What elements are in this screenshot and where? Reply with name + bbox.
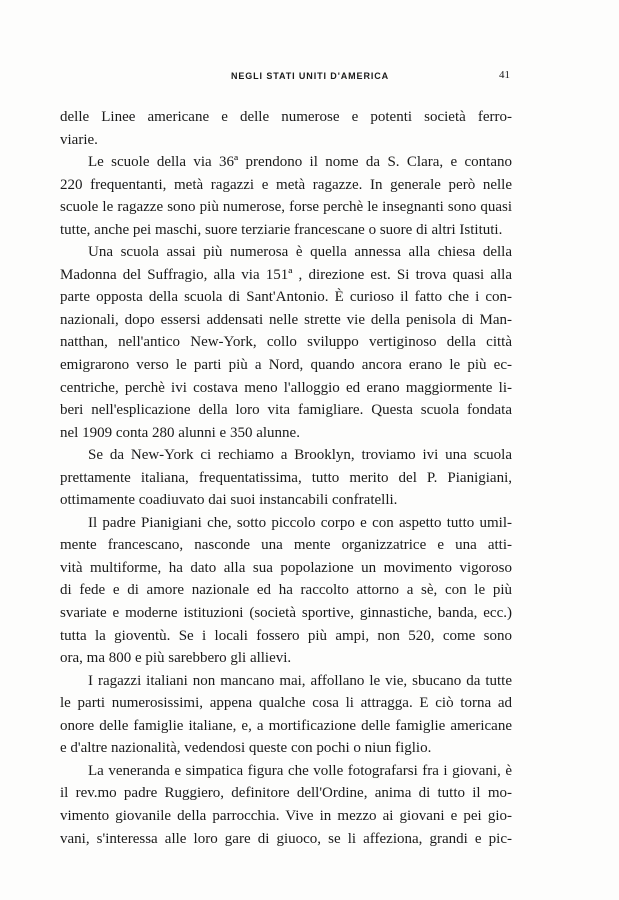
text-line: Madonna del Suffragio, alla via 151ª , direzione est. Si trova quasi alla	[60, 266, 512, 283]
text-line: Se da New-York ci rechiamo a Brooklyn, troviamo ivi una scuola	[88, 447, 512, 464]
text-line: onore delle famiglie italiane, e, a mortificazione delle famiglie americane	[60, 717, 512, 734]
text-line: e d'altre nazionalità, vedendosi queste con pochi o niun figlio.	[60, 740, 432, 757]
text-line: viarie.	[60, 131, 98, 148]
text-line: I ragazzi italiani non mancano mai, affollano le vie, sbucano da tutte	[88, 672, 512, 689]
running-header	[60, 69, 510, 85]
text-line: La veneranda e simpatica figura che volle fotografarsi fra i giovani, è	[88, 762, 512, 779]
text-line: ora, ma 800 e più sarebbero gli allievi.	[60, 650, 292, 667]
text-line: tutta la gioventù. Se i locali fossero più ampi, non 520, come sono	[60, 627, 512, 644]
text-line: emigrarono verso le parti più a Nord, quando ancora erano le più ec-	[60, 357, 512, 374]
text-line: vità multiforme, ha dato alla sua popolazione un movimento vigoroso	[60, 559, 512, 576]
text-line: ottimamente coadiuvato dai suoi instancabili confratelli.	[60, 492, 398, 509]
body-text	[60, 106, 512, 850]
text-line: 220 frequentanti, metà ragazzi e metà ragazze. In generale però nelle	[60, 176, 512, 193]
text-line: il rev.mo padre Ruggiero, definitore dell'Ordine, anima di tutto il mo-	[60, 785, 512, 802]
text-line: le parti numerosissimi, appena qualche cosa li attragga. E ciò torna ad	[60, 695, 512, 712]
text-line: parte opposta della scuola di Sant'Antonio. È curioso il fatto che i con-	[60, 289, 512, 306]
text-line: beri nell'esplicazione della loro vita famigliare. Questa scuola fondata	[60, 402, 512, 419]
text-line: Una scuola assai più numerosa è quella annessa alla chiesa della	[88, 244, 512, 261]
text-line: svariate e moderne istituzioni (società sportive, ginnastiche, banda, ecc.)	[60, 605, 512, 622]
running-title: NEGLI STATI UNITI D'AMERICA	[230, 71, 390, 81]
text-line: delle Linee americane e delle numerose e potenti società ferro-	[60, 109, 512, 125]
text-line: centriche, perchè ivi costava meno l'alloggio ed erano maggiormente li-	[60, 379, 512, 396]
text-line: mente francescano, nasconde una mente organizzatrice e una atti-	[60, 537, 512, 554]
text-line: tutte, anche pei maschi, suore terziarie francescane o suore di altri Istituti.	[60, 221, 503, 238]
text-line: scuole le ragazze sono più numerose, forse perchè le insegnanti sono quasi	[60, 199, 512, 216]
text-line: vimento giovanile della parrocchia. Vive in mezzo ai giovani e pei gio-	[60, 807, 512, 824]
text-line: prettamente italiana, frequentatissima, tutto merito del P. Pianigiani,	[60, 469, 512, 486]
text-line: Il padre Pianigiani che, sotto piccolo corpo e con aspetto tutto umil-	[88, 514, 512, 531]
text-line: nazionali, dopo essersi addensati nelle strette vie della penisola di Man-	[60, 311, 512, 328]
text-line: Le scuole della via 36ª prendono il nome da S. Clara, e contano	[88, 154, 512, 171]
text-line: vani, s'interessa alle loro gare di giuoco, se li affeziona, grandi e pic-	[60, 830, 512, 847]
text-line: natthan, nell'antico New-York, collo sviluppo vertiginoso della città	[60, 334, 512, 351]
text-line: di fede e di amore nazionale ed ha raccolto attorno a sè, con le più	[60, 582, 512, 599]
page-number: 41	[499, 69, 510, 81]
text-line: nel 1909 conta 280 alunni e 350 alunne.	[60, 424, 300, 441]
